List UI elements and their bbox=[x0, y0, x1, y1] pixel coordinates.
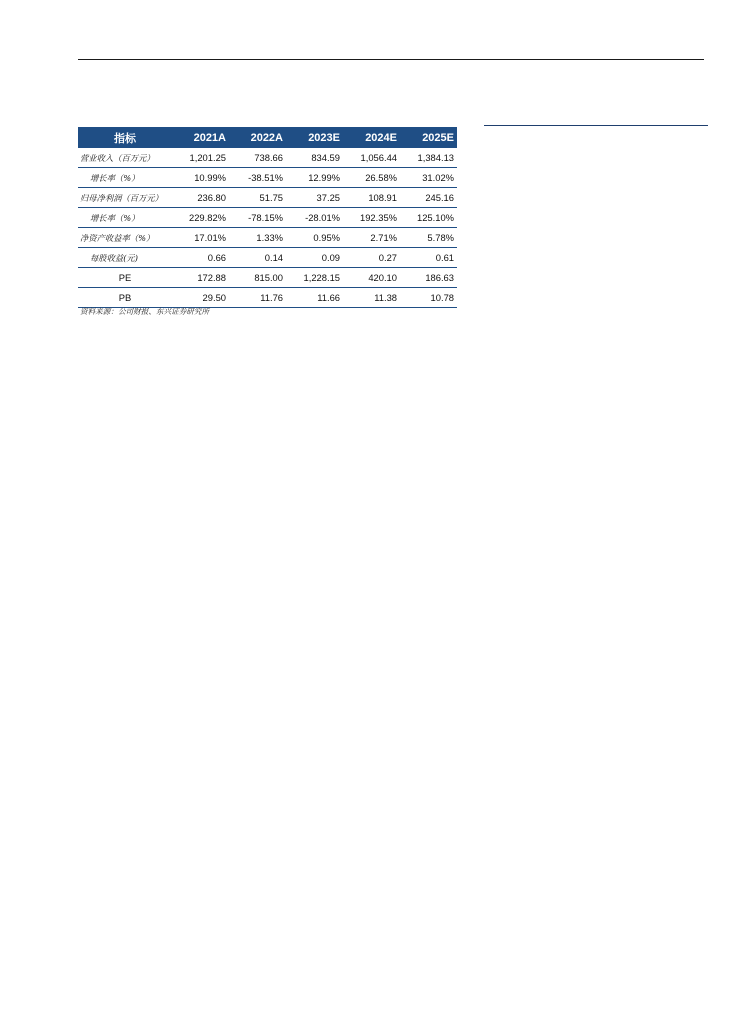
table-cell: 11.66 bbox=[286, 288, 343, 308]
table-cell: 10.78 bbox=[400, 288, 457, 308]
table-row bbox=[78, 228, 457, 248]
table-cell: 420.10 bbox=[343, 268, 400, 288]
header-2021a: 2021A bbox=[172, 127, 229, 148]
table-cell: 0.66 bbox=[172, 248, 229, 268]
table-cell: 1.33% bbox=[229, 228, 286, 248]
table-cell: 125.10% bbox=[400, 208, 457, 228]
table-cell: 1,228.15 bbox=[286, 268, 343, 288]
page-top-rule bbox=[78, 59, 704, 60]
table-cell: 192.35% bbox=[343, 208, 400, 228]
row-label-pe: PE bbox=[78, 268, 172, 288]
table-row bbox=[78, 248, 457, 268]
table-row bbox=[78, 188, 457, 208]
header-2023e: 2023E bbox=[286, 127, 343, 148]
table-cell: 245.16 bbox=[400, 188, 457, 208]
table-cell: 17.01% bbox=[172, 228, 229, 248]
table-cell: -28.01% bbox=[286, 208, 343, 228]
table-cell: 815.00 bbox=[229, 268, 286, 288]
table-cell: 11.38 bbox=[343, 288, 400, 308]
table-row bbox=[78, 208, 457, 228]
financial-forecast-table bbox=[78, 127, 457, 308]
table-header-row bbox=[78, 127, 457, 148]
row-label-net-profit: 归母净利润（百万元） bbox=[78, 188, 172, 208]
table-cell: 1,056.44 bbox=[343, 148, 400, 168]
table-cell: 51.75 bbox=[229, 188, 286, 208]
table-cell: 10.99% bbox=[172, 168, 229, 188]
table-cell: 1,384.13 bbox=[400, 148, 457, 168]
header-2024e: 2024E bbox=[343, 127, 400, 148]
table-cell: 12.99% bbox=[286, 168, 343, 188]
table-cell: -78.15% bbox=[229, 208, 286, 228]
header-2022a: 2022A bbox=[229, 127, 286, 148]
header-indicator: 指标 bbox=[78, 127, 172, 148]
table-cell: 0.09 bbox=[286, 248, 343, 268]
table-cell: 5.78% bbox=[400, 228, 457, 248]
row-label-revenue-growth: 增长率（%） bbox=[78, 168, 172, 188]
table-cell: 738.66 bbox=[229, 148, 286, 168]
table-cell: 236.80 bbox=[172, 188, 229, 208]
table-row bbox=[78, 288, 457, 308]
row-label-roe: 净资产收益率（%） bbox=[78, 228, 172, 248]
table-row bbox=[78, 168, 457, 188]
table-cell: 2.71% bbox=[343, 228, 400, 248]
table-cell: 31.02% bbox=[400, 168, 457, 188]
table-cell: 37.25 bbox=[286, 188, 343, 208]
table-cell: 0.27 bbox=[343, 248, 400, 268]
table-cell: 0.61 bbox=[400, 248, 457, 268]
table-cell: 834.59 bbox=[286, 148, 343, 168]
table-cell: 29.50 bbox=[172, 288, 229, 308]
table-cell: 186.63 bbox=[400, 268, 457, 288]
header-2025e: 2025E bbox=[400, 127, 457, 148]
sidebar-top-rule bbox=[484, 125, 708, 126]
table-row bbox=[78, 148, 457, 168]
row-label-pb: PB bbox=[78, 288, 172, 308]
source-note: 资料来源：公司财报、东兴证券研究所 bbox=[80, 307, 210, 316]
table-cell: 1,201.25 bbox=[172, 148, 229, 168]
row-label-profit-growth: 增长率（%） bbox=[78, 208, 172, 228]
table-cell: 26.58% bbox=[343, 168, 400, 188]
row-label-revenue: 营业收入（百万元） bbox=[78, 148, 172, 168]
table-row bbox=[78, 268, 457, 288]
table-cell: 11.76 bbox=[229, 288, 286, 308]
table-cell: 172.88 bbox=[172, 268, 229, 288]
table-cell: 229.82% bbox=[172, 208, 229, 228]
table-cell: 108.91 bbox=[343, 188, 400, 208]
table-cell: -38.51% bbox=[229, 168, 286, 188]
table-cell: 0.14 bbox=[229, 248, 286, 268]
table-cell: 0.95% bbox=[286, 228, 343, 248]
row-label-eps: 每股收益(元) bbox=[78, 248, 172, 268]
